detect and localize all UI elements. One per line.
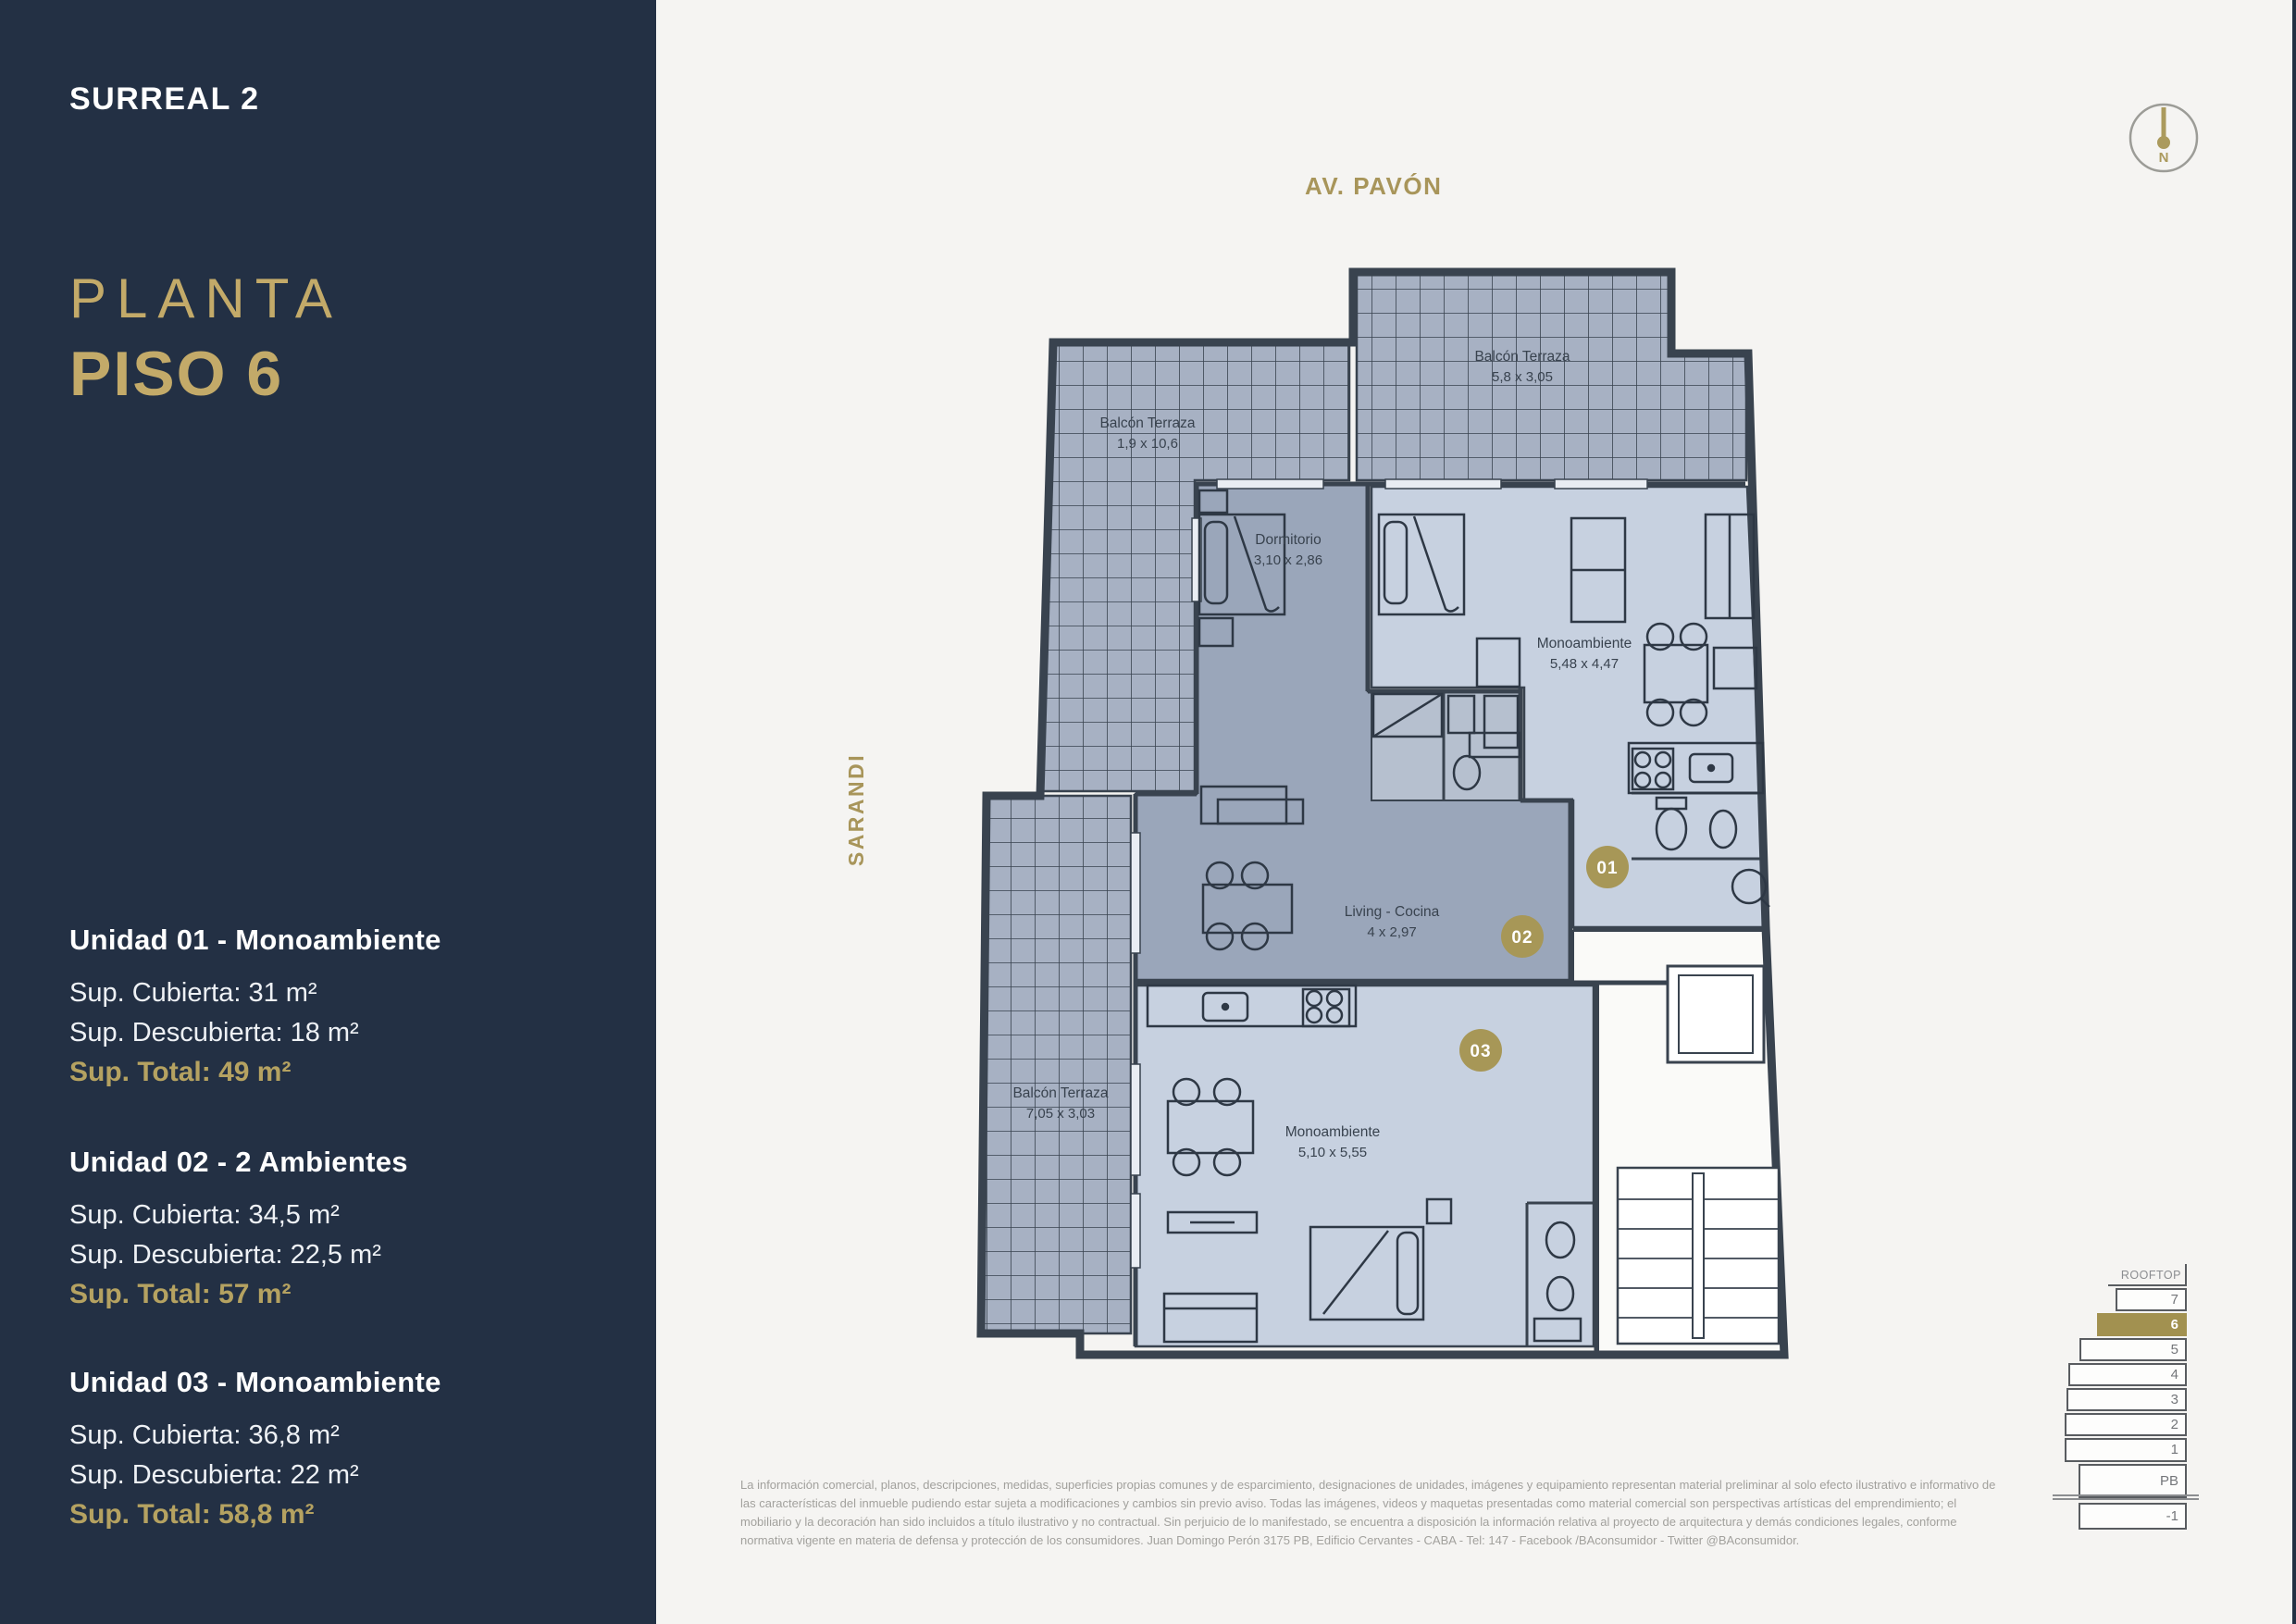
legal-disclaimer: La información comercial, planos, descripciones, medidas, superficies propias comunes y de esparcimiento, designaciones de unidades, imágenes y equipamiento representan material preliminar al solo efecto ilustrativo e informativo de las características del inmueble pudiendo estar sujeta a modificaciones y cambios sin previo aviso. Todas las imágenes, videos y maquetas presentadas como material comercial son perspectivas artísticas del emprendimiento; el mobiliario y la decoración han sido incluidos a título ilustrativo y no contractual. Sin perjuicio de lo manifestado, se encuentra a disposición la información relativa al proyecto de arquitectura y demás condiciones legales, conforme normativa vigente en materia de defensa y protección de los consumidores. Juan Domingo Perón 3175 PB, Edificio Cervantes - CABA - Tel: 147 - Facebook /BAconsumidor - Twitter @BAconsumidor. <box>740 1478 1996 1548</box>
unit-01-title: Unidad 01 - Monoambiente <box>69 924 441 956</box>
floor-level-7: 7 <box>2116 1288 2187 1311</box>
unit-badge-02: 02 <box>1511 928 1533 948</box>
floor-level-minus1: -1 <box>2079 1503 2187 1530</box>
unit-03-area <box>1136 986 1594 1346</box>
street-label-av-pavon: AV. PAVÓN <box>1305 172 1443 200</box>
unit-03-title: Unidad 03 - Monoambiente <box>69 1366 441 1398</box>
unit-02-total-area: Sup. Total: 57 m² <box>69 1279 292 1309</box>
page-title-planta: PLANTA <box>69 267 342 329</box>
room-dims-balcony-top: 5,8 x 3,05 <box>1492 369 1553 385</box>
room-label-living-cocina: Living - Cocina <box>1344 904 1440 920</box>
room-label-balcony-top: Balcón Terraza <box>1474 349 1570 365</box>
room-label-balcony-bottom: Balcón Terraza <box>1012 1085 1109 1101</box>
unit-01-covered-area: Sup. Cubierta: 31 m² <box>69 978 317 1008</box>
floor-level-6-active: 6 <box>2097 1313 2187 1336</box>
sidebar <box>0 0 656 1624</box>
unit-02-covered-area: Sup. Cubierta: 34,5 m² <box>69 1200 340 1230</box>
room-dims-living-cocina: 4 x 2,97 <box>1367 924 1417 940</box>
unit-02-uncovered-area: Sup. Descubierta: 22,5 m² <box>69 1240 381 1270</box>
floor-level-rooftop: ROOFTOP <box>2108 1264 2187 1286</box>
floor-level-2: 2 <box>2065 1413 2187 1436</box>
ground-line <box>2053 1494 2199 1500</box>
room-label-balcony-left: Balcón Terraza <box>1099 415 1196 431</box>
room-label-monoambiente-03: Monoambiente <box>1285 1124 1381 1140</box>
unit-02-title: Unidad 02 - 2 Ambientes <box>69 1146 408 1178</box>
unit-03-total-area: Sup. Total: 58,8 m² <box>69 1499 315 1530</box>
compass-icon <box>2128 102 2200 174</box>
floor-plan-svg <box>962 261 1805 1371</box>
room-label-monoambiente-01: Monoambiente <box>1536 636 1632 651</box>
unit-01-uncovered-area: Sup. Descubierta: 18 m² <box>69 1018 359 1048</box>
unit-01-total-area: Sup. Total: 49 m² <box>69 1057 292 1087</box>
page-title-piso: PISO 6 <box>69 339 284 409</box>
brand-logo: SURREAL 2 <box>69 81 260 117</box>
unit-03-summary <box>69 1366 606 1531</box>
room-dims-dormitorio: 3,10 x 2,86 <box>1253 552 1323 568</box>
unit-01-summary <box>69 924 606 1088</box>
room-dims-monoambiente-01: 5,48 x 4,47 <box>1549 656 1620 672</box>
floor-level-4: 4 <box>2068 1363 2187 1386</box>
building-level-indicator <box>2060 1264 2201 1542</box>
room-dims-monoambiente-03: 5,10 x 5,55 <box>1297 1145 1368 1160</box>
compass-north-label: N <box>2158 150 2169 166</box>
unit-badge-03: 03 <box>1470 1042 1492 1061</box>
room-dims-balcony-bottom: 7,05 x 3,03 <box>1025 1106 1096 1122</box>
room-label-dormitorio: Dormitorio <box>1255 532 1322 548</box>
right-edge-strip <box>2292 0 2296 1624</box>
page-title <box>69 267 342 410</box>
unit-badge-01: 01 <box>1596 859 1619 878</box>
unit-02-summary <box>69 1146 606 1310</box>
unit-03-covered-area: Sup. Cubierta: 36,8 m² <box>69 1420 340 1450</box>
floor-level-5: 5 <box>2079 1338 2187 1361</box>
floor-level-3: 3 <box>2066 1388 2187 1411</box>
unit-02-bathroom-area <box>1371 691 1520 800</box>
floor-level-1: 1 <box>2065 1438 2187 1462</box>
room-dims-balcony-left: 1,9 x 10,6 <box>1117 436 1178 452</box>
street-label-sarandi: SARANDI <box>843 752 868 867</box>
unit-03-uncovered-area: Sup. Descubierta: 22 m² <box>69 1460 359 1490</box>
floor-level-pb: PB <box>2079 1464 2187 1498</box>
